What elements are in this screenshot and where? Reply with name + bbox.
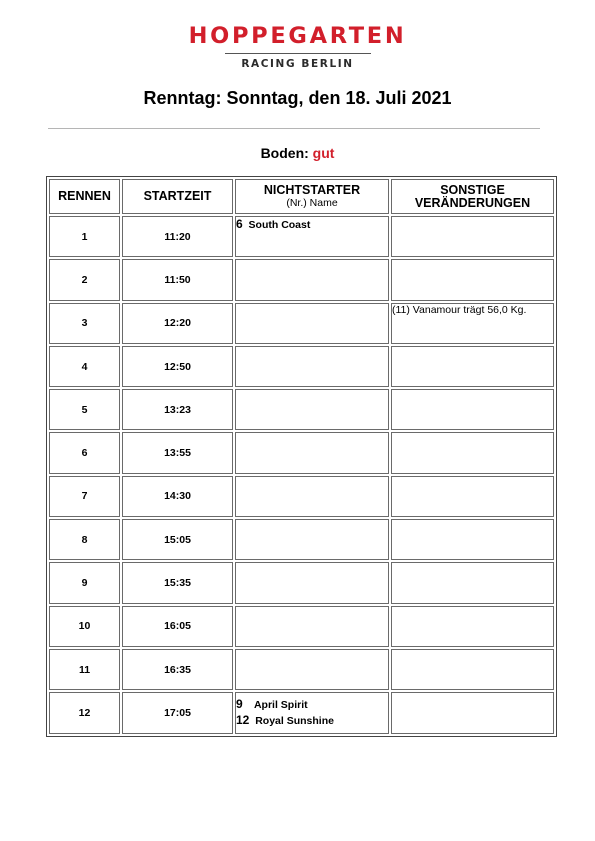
start-time: 12:50 [122, 346, 233, 387]
start-time: 15:05 [122, 519, 233, 560]
other-changes [391, 692, 554, 733]
header-nichtstarter [235, 179, 389, 214]
logo-divider [225, 53, 371, 54]
non-starter-cell [235, 432, 389, 473]
start-time: 16:05 [122, 606, 233, 647]
start-time: 12:20 [122, 303, 233, 344]
other-changes [391, 476, 554, 517]
non-starter-entry [236, 697, 388, 713]
header-startzeit: STARTZEIT [122, 179, 233, 214]
start-time: 13:55 [122, 432, 233, 473]
other-changes: (11) Vanamour trägt 56,0 Kg. [391, 303, 554, 344]
non-starter-entry [236, 713, 388, 729]
non-starter-name: April Spirit [253, 698, 308, 711]
race-number: 2 [49, 259, 120, 300]
race-number: 11 [49, 649, 120, 690]
race-number: 5 [49, 389, 120, 430]
start-time: 16:35 [122, 649, 233, 690]
non-starter-number: 12 [236, 712, 250, 727]
other-changes [391, 649, 554, 690]
start-time: 11:50 [122, 259, 233, 300]
non-starter-cell [235, 519, 389, 560]
table-row [49, 346, 554, 387]
table-row [49, 216, 554, 257]
non-starter-cell [235, 216, 389, 257]
race-number: 6 [49, 432, 120, 473]
non-starter-cell [235, 649, 389, 690]
start-time: 11:20 [122, 216, 233, 257]
header-sonstige-line1: SONSTIGE [440, 182, 505, 197]
page-title: Renntag: Sonntag, den 18. Juli 2021 [143, 88, 452, 108]
race-table [46, 176, 557, 737]
table-row [49, 259, 554, 300]
race-number: 7 [49, 476, 120, 517]
race-number: 1 [49, 216, 120, 257]
non-starter-number: 6 [236, 217, 243, 231]
non-starter-name: South Coast [248, 219, 311, 231]
table-row [49, 432, 554, 473]
other-changes [391, 216, 554, 257]
other-changes [391, 432, 554, 473]
non-starter-cell [235, 346, 389, 387]
title-divider [48, 128, 540, 129]
header-sonstige-line2: VERÄNDERUNGEN [414, 195, 531, 210]
table-row [49, 519, 554, 560]
table-row [49, 606, 554, 647]
header-rennen: RENNEN [49, 179, 120, 214]
other-changes [391, 389, 554, 430]
table-row [49, 476, 554, 517]
non-starter-cell [235, 303, 389, 344]
non-starter-cell [235, 692, 389, 733]
track-condition-label: Boden: [260, 145, 309, 161]
logo-subtitle: RACING BERLIN [241, 58, 354, 70]
start-time: 15:35 [122, 562, 233, 603]
other-changes [391, 562, 554, 603]
header-sonstige [391, 179, 554, 214]
non-starter-number: 9 [236, 696, 243, 711]
non-starter-cell [235, 389, 389, 430]
race-number: 3 [49, 303, 120, 344]
race-number: 12 [49, 692, 120, 733]
other-changes [391, 606, 554, 647]
track-condition-value: gut [312, 145, 335, 161]
race-number: 4 [49, 346, 120, 387]
race-number: 8 [49, 519, 120, 560]
non-starter-cell [235, 259, 389, 300]
non-starter-cell [235, 476, 389, 517]
table-header-row [49, 179, 554, 214]
other-changes [391, 259, 554, 300]
table-row [49, 649, 554, 690]
table-row [49, 692, 554, 733]
logo [0, 24, 595, 70]
table-row [49, 562, 554, 603]
start-time: 14:30 [122, 476, 233, 517]
race-number: 10 [49, 606, 120, 647]
logo-wordmark: HOPPEGARTEN [188, 23, 407, 49]
start-time: 13:23 [122, 389, 233, 430]
non-starter-cell [235, 606, 389, 647]
start-time: 17:05 [122, 692, 233, 733]
header-nichtstarter-title: NICHTSTARTER [263, 182, 361, 197]
table-row [49, 389, 554, 430]
other-changes [391, 519, 554, 560]
race-number: 9 [49, 562, 120, 603]
non-starter-cell [235, 562, 389, 603]
header-nichtstarter-sub: (Nr.) Name [286, 196, 338, 209]
table-row [49, 303, 554, 344]
other-changes [391, 346, 554, 387]
track-condition [0, 145, 595, 161]
non-starter-name: Royal Sunshine [255, 714, 334, 727]
